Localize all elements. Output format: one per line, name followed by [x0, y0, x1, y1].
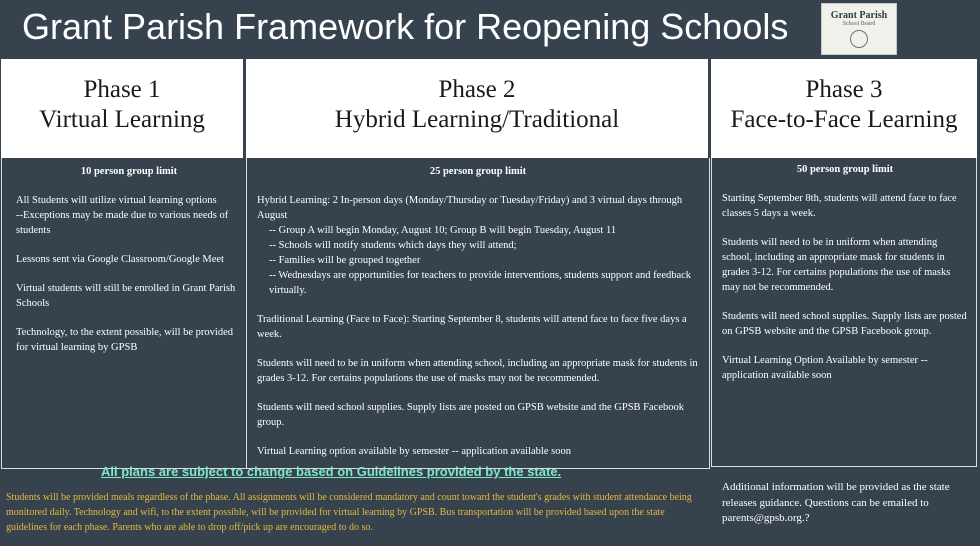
phase2-bullet-2: -- Schools will notify students which days they will attend;: [269, 240, 517, 251]
logo-text: Grant Parish: [830, 10, 888, 21]
phase1-para-1: All Students will utilize virtual learning options: [16, 195, 217, 206]
contact-info: Additional information will be provided as the state releases guidance. Questions can be emailed to parents@gpsb.org.?: [722, 481, 950, 524]
phase2-intro: Hybrid Learning: 2 In-person days (Monday/Thursday or Tuesday/Friday) and 3 virtual days through August: [257, 195, 683, 221]
page-title: Grant Parish Framework for Reopening Schools: [22, 6, 789, 47]
phase3-subtitle: Face-to-Face Learning: [730, 106, 958, 133]
phase1-subtitle: Virtual Learning: [39, 106, 205, 133]
phase3-para-3: Students will need school supplies. Supply lists are posted on GPSB website and the GPSB Facebook group.: [722, 311, 967, 337]
phase2-bullet-1: -- Group A will begin Monday, August 10; Group B will begin Tuesday, August 11: [269, 225, 617, 236]
footer-notice: Students will be provided meals regardless of the phase. All assignments will be considered mandatory and count toward the student's grades with student attendance being monitored daily. Technology and wifi, to the extent possible, will be provided for virtual learning by GPSB. Bus transportation will be provided based upon the state guidelines for each phase. Parents who are able to drop off/pick up are encouraged to do so.: [6, 492, 692, 533]
phase2-name: Phase 2: [438, 76, 516, 103]
school-board-logo: [821, 3, 897, 55]
phase2-body: [246, 158, 710, 469]
phase1-para-5: Technology, to the extent possible, will be provided for virtual learning by GPSB: [16, 327, 233, 353]
phase1-para-3: Lessons sent via Google Classroom/Google Meet: [16, 254, 224, 265]
phase2-para-4: Virtual Learning option available by semester -- application available soon: [257, 446, 571, 457]
logo-subtext: School Board: [842, 21, 876, 27]
phase2-bullet-4: -- Wednesdays are opportunities for teachers to provide interventions, students support and feedback virtually.: [269, 270, 692, 296]
phase1-para-4: Virtual students will still be enrolled in Grant Parish Schools: [16, 283, 236, 309]
phase2-para-1: Traditional Learning (Face to Face): Starting September 8, students will attend face to face five days a week.: [257, 314, 687, 340]
phase2-para-2: Students will need to be in uniform when attending school, including an appropriate mask for students in grades 3-12. For certains populations the use of masks may not be recommended.: [257, 358, 698, 384]
phase2-subtitle: Hybrid Learning/Traditional: [334, 106, 620, 133]
seal-icon: [850, 30, 868, 48]
phase3-limit: 50 person group limit: [796, 164, 894, 175]
phase3-name: Phase 3: [805, 76, 883, 103]
phase2-header: [246, 59, 708, 158]
phase1-body: [1, 158, 251, 469]
phase1-name: Phase 1: [83, 76, 161, 103]
phase1-header: [1, 59, 243, 158]
phase3-para-4: Virtual Learning Option Available by semester -- application available soon: [722, 355, 928, 381]
phase2-para-3: Students will need school supplies. Supply lists are posted on GPSB website and the GPSB Facebook group.: [257, 402, 684, 428]
phase3-body: [711, 158, 977, 467]
guidelines-banner: All plans are subject to change based on Guidelines provided by the state.: [101, 464, 562, 479]
phase1-limit: 10 person group limit: [80, 166, 178, 177]
phase2-bullet-3: -- Families will be grouped together: [269, 255, 421, 266]
phase1-para-2: --Exceptions may be made due to various needs of students: [16, 210, 229, 236]
phase3-header: [711, 59, 977, 158]
phase3-para-2: Students will need to be in uniform when attending school, including an appropriate mask for students in grades 3-12. For certains populations the use of masks may not be recommended.: [722, 237, 951, 293]
phase2-limit: 25 person group limit: [429, 166, 527, 177]
phase3-para-1: Starting September 8th, students will attend face to face classes 5 days a week.: [722, 193, 957, 219]
